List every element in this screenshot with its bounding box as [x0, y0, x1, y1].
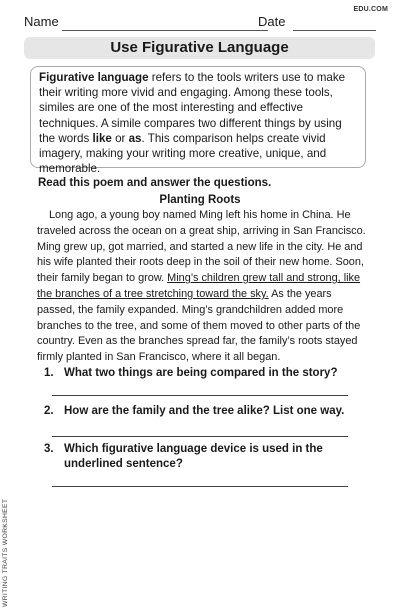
answer-line-3[interactable] — [52, 486, 348, 487]
poem-body — [37, 208, 369, 366]
poem-title: Planting Roots — [159, 194, 241, 206]
definition-text-1: refers to the tools writers use to make their writing more vivid and engaging. Among these tools, similes are one of the most interesting and effective techniques. A simile compares two different things by using the words — [39, 71, 346, 145]
answer-line-2[interactable] — [52, 436, 348, 437]
term-figurative-language: Figurative language — [39, 71, 149, 84]
instruction-text: Read this poem and answer the questions. — [38, 177, 272, 189]
question-text: How are the family and the tree alike? List one way. — [64, 405, 345, 417]
poem-underlined-sentence: Ming’s children grew tall and strong, like the branches of a tree stretching toward the sky. — [37, 272, 361, 300]
worksheet-type-label: WRITING TRAITS WORKSHEET — [2, 498, 9, 607]
definition-box — [30, 66, 366, 176]
definition-or: or — [111, 131, 129, 145]
answer-line-1[interactable] — [52, 395, 348, 396]
question-number: 2. — [44, 405, 54, 417]
poem-text-before: Long ago, a young boy named Ming left his home in China. He traveled across the ocean on a great ship, arriving in San Francisco. Ming grew up, got married, and started a new life in the city. He and his wife planted their roots deep in the soil of their new home. Soon, their family began to grow. — [37, 209, 366, 285]
brand-logo: EDU.COM — [353, 6, 388, 13]
word-as: as — [128, 131, 142, 145]
name-label: Name — [24, 14, 59, 29]
poem-text-after: As the years passed, the family expanded. Ming’s grandchildren added more branches to the tree, and some of them moved to other parts of the country. Even as the branches spread far, the family’s roots stayed firmly planted in San Francisco, where it all began. — [37, 287, 361, 364]
question-text: Which figurative language device is used in the underlined sentence? — [64, 443, 323, 470]
definition-text-2: . This comparison helps create vivid imagery, making your writing more creative, unique, and memorable. — [39, 131, 327, 176]
word-like: like — [92, 131, 112, 145]
question-number: 1. — [44, 367, 54, 379]
question-text: What two things are being compared in the story? — [64, 367, 338, 379]
name-date-header — [20, 14, 380, 32]
worksheet-title: Use Figurative Language — [24, 37, 375, 59]
name-line — [62, 30, 268, 31]
question-number: 3. — [44, 443, 54, 455]
date-label: Date — [258, 14, 286, 29]
date-line — [293, 30, 376, 31]
